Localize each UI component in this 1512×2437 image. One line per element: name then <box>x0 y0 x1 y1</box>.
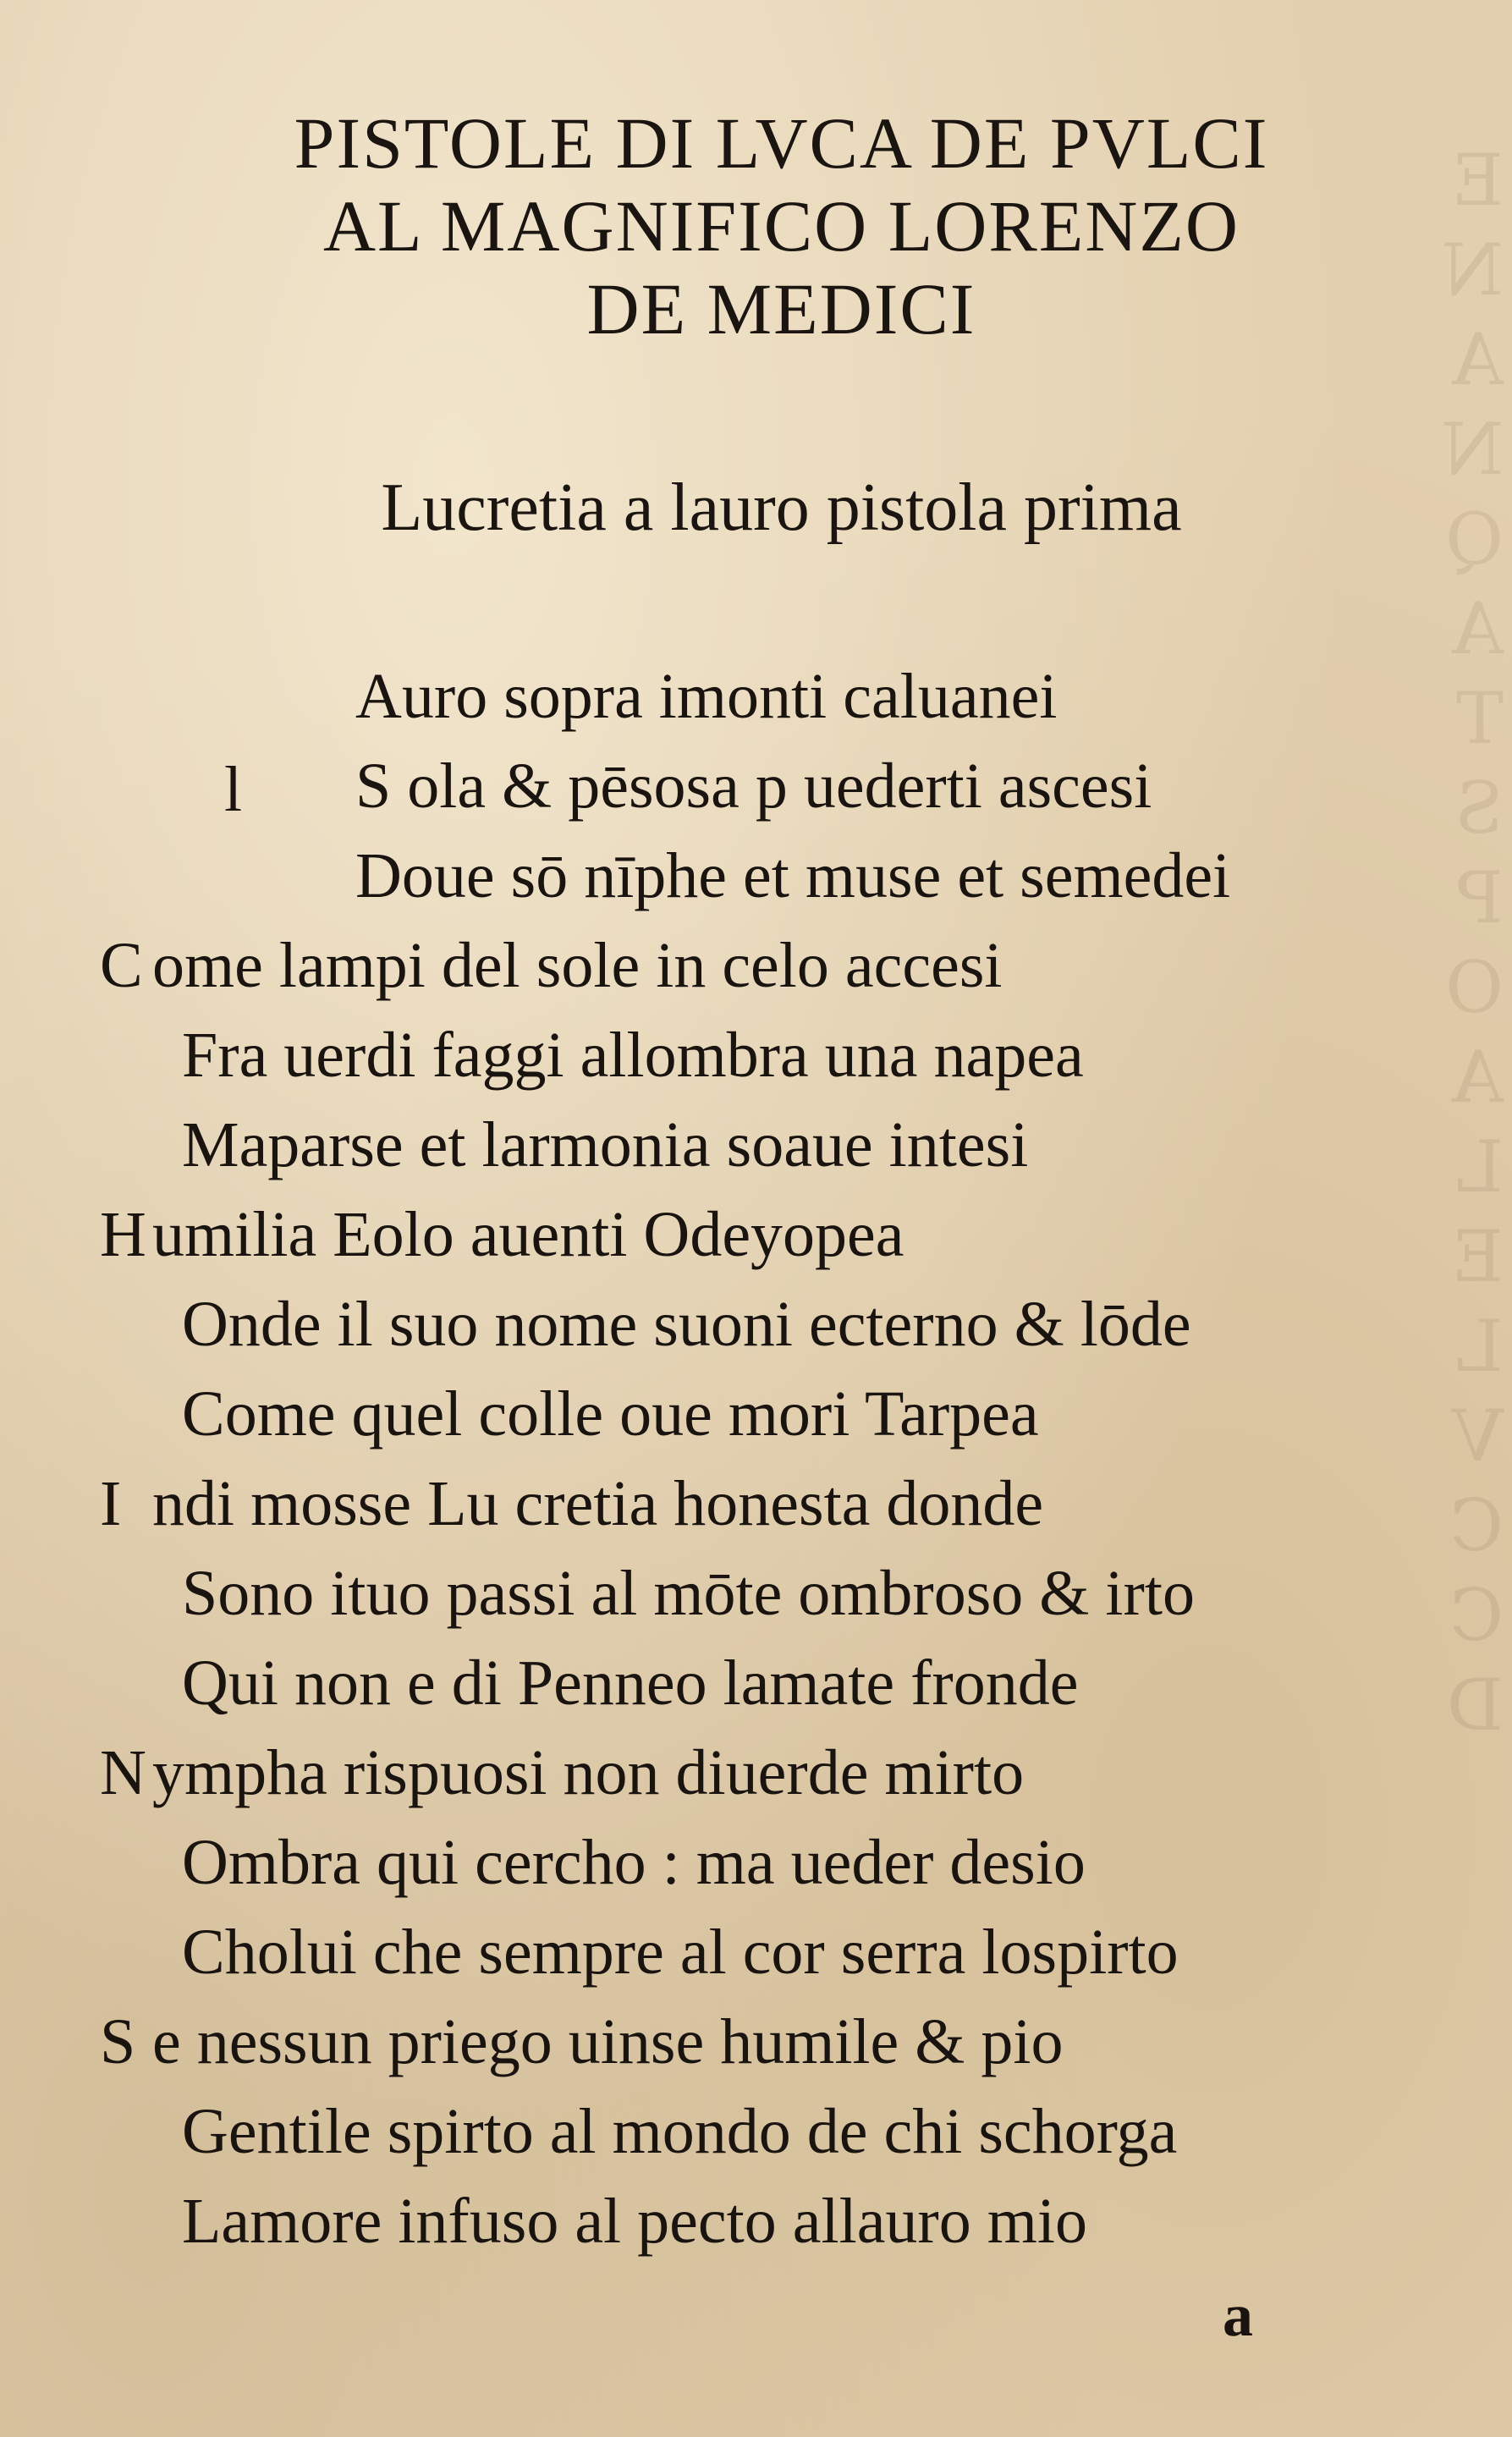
page-title <box>0 102 1512 350</box>
verse-line: S ola & pēsosa p uederti ascesi <box>355 751 1152 822</box>
verse-initial: H <box>100 1199 146 1270</box>
verse-line: Gentile spirto al mondo de chi schorga <box>182 2096 1178 2167</box>
verse-line: Maparse et larmonia soaue intesi <box>182 1109 1029 1180</box>
show-through-text: E N A N Q A T S P O A L E L V C C D <box>1441 139 1504 1747</box>
verse-line: Come quel colle oue mori Tarpea <box>182 1378 1039 1450</box>
verse-initial: S <box>100 2006 136 2077</box>
verse-initial: N <box>100 1737 146 1808</box>
guide-letter: l <box>224 754 243 825</box>
verse-line: ome lampi del sole in celo accesi <box>152 930 1003 1001</box>
verse-line: Doue sō nīphe et muse et semedei <box>355 840 1231 911</box>
verse-initial: C <box>100 930 143 1001</box>
verse-line: Auro sopra imonti caluanei <box>355 661 1058 732</box>
verse-line: Onde il suo nome suoni ecterno & lōde <box>182 1289 1191 1360</box>
verse-initial: I <box>100 1468 122 1539</box>
verse-line: Ombra qui cercho : ma ueder desio <box>182 1827 1086 1898</box>
verse-line: Fra uerdi faggi allombra una napea <box>182 1020 1084 1091</box>
title-line-1: PISTOLE DI LVCA DE PVLCI <box>294 102 1269 184</box>
verse-line: Sono ituo passi al mōte ombroso & irto <box>182 1558 1195 1629</box>
verse-line: ympha rispuosi non diuerde mirto <box>152 1737 1025 1808</box>
verse-line: Lamore infuso al pecto allauro mio <box>182 2186 1087 2257</box>
verse-line: Qui non e di Penneo lamate fronde <box>182 1648 1079 1719</box>
verse-line: Cholui che sempre al cor serra lospirto <box>182 1917 1179 1988</box>
title-line-3: DE MEDICI <box>586 268 976 349</box>
signature-mark: a <box>1223 2281 1253 2349</box>
title-line-2: AL MAGNIFICO LORENZO <box>322 185 1240 267</box>
verse-line: ndi mosse Lu cretia honesta donde <box>152 1468 1044 1539</box>
verse-line: umilia Eolo auenti Odeyopea <box>152 1199 904 1270</box>
poem-heading: Lucretia a lauro pistola prima <box>381 470 1182 545</box>
verse-line: e nessun priego uinse humile & pio <box>152 2006 1064 2077</box>
